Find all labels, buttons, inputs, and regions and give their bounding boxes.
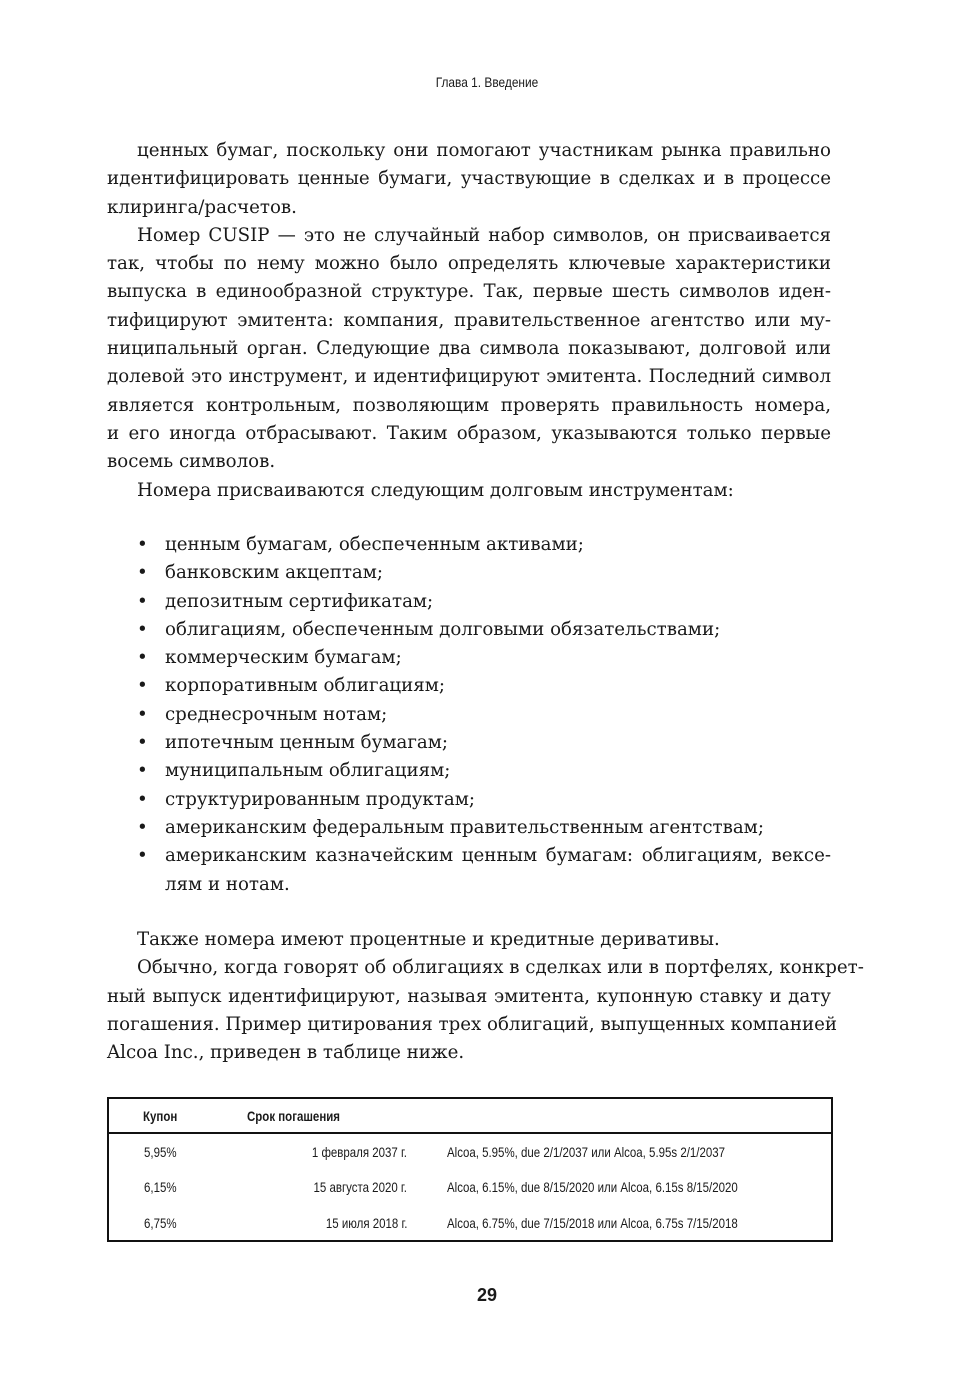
list-item-text: корпоративным облигациям;	[165, 675, 445, 697]
list-item-text: лям и нотам.	[165, 873, 290, 895]
maturity-cell: 1 февраля 2037 г.	[311, 1143, 407, 1160]
coupon-cell: 5,95%	[144, 1143, 177, 1160]
list-item	[107, 644, 831, 672]
bullet-icon: •	[137, 732, 148, 754]
table-row	[108, 1205, 832, 1241]
text-line: Alcoa Inc., приведен в таблице ниже.	[107, 1042, 465, 1064]
list-item	[107, 814, 831, 842]
list-item-text: коммерческим бумагам;	[165, 647, 402, 669]
list-item-text: американским казначейским ценным бумагам: облигациям, вексе-	[165, 845, 831, 867]
citation-cell: Alcoa, 6.75%, due 7/15/2018 или Alcoa, 6.75s 7/15/2018	[447, 1214, 738, 1231]
coupon-cell: 6,15%	[144, 1179, 177, 1195]
table-header-row	[108, 1098, 832, 1133]
list-item-text: депозитным сертификатам;	[165, 590, 434, 612]
citation-cell: Alcoa, 5.95%, due 2/1/2037 или Alcoa, 5.95s 2/1/2037	[447, 1143, 726, 1160]
bullet-icon: •	[137, 703, 148, 725]
text-line: Также номера имеют процентные и кредитные деривативы.	[137, 929, 720, 950]
text-line: восемь символов.	[107, 451, 276, 473]
bullet-icon: •	[137, 675, 148, 697]
bullet-list	[107, 531, 831, 899]
header-maturity: Срок погашения	[247, 1107, 341, 1124]
text-line: Номер CUSIP — это не случайный набор символов, он присваивается	[137, 224, 831, 246]
bullet-icon: •	[137, 760, 148, 782]
running-header: Глава 1. Введение	[435, 74, 539, 90]
bullet-icon: •	[137, 590, 148, 612]
list-item	[107, 616, 831, 644]
bullet-icon: •	[137, 816, 148, 838]
coupon-cell: 6,75%	[144, 1214, 177, 1231]
list-item	[107, 701, 831, 729]
maturity-cell: 15 августа 2020 г.	[313, 1179, 407, 1195]
list-item	[107, 786, 831, 814]
list-item-text: ипотечным ценным бумагам;	[165, 732, 448, 754]
list-item	[107, 672, 831, 700]
text-line: погашения. Пример цитирования трех облигаций, выпущенных компанией	[107, 1013, 838, 1035]
list-item	[107, 588, 831, 616]
text-line: и его иногда отбрасывают. Таким образом, указываются только первые	[107, 422, 831, 444]
text-line: ниципальный орган. Следующие два символа показывают, долговой или	[107, 338, 831, 360]
text-line: клиринга/расчетов.	[107, 196, 297, 218]
text-line: ценных бумаг, поскольку они помогают участникам рынка правильно	[137, 140, 831, 161]
text-line: является контрольным, позволяющим проверять правильность номера,	[107, 394, 831, 416]
bullet-icon: •	[137, 647, 148, 669]
text-line: идентифицировать ценные бумаги, участвующие в сделках и в процессе	[107, 168, 831, 190]
maturity-cell: 15 июля 2018 г.	[325, 1214, 407, 1231]
text-line: так, чтобы по нему можно было определять ключевые характеристики	[107, 253, 831, 275]
list-item-text: американским федеральным правительственным агентствам;	[165, 816, 764, 838]
list-item	[107, 842, 831, 899]
bullet-icon: •	[137, 788, 148, 810]
list-item	[107, 757, 831, 785]
text-line: Номера присваиваются следующим долговым инструментам:	[137, 479, 734, 501]
text-line: тифицируют эмитента: компания, правительственное агентство или му-	[107, 309, 831, 331]
header-coupon: Купон	[143, 1107, 178, 1124]
bullet-icon: •	[137, 534, 148, 555]
table-row	[108, 1169, 832, 1205]
list-item-text: банковским акцептам;	[165, 562, 384, 584]
text-line: долевой это инструмент, и идентифицируют эмитента. Последний символ	[107, 366, 831, 388]
bond-table	[107, 1097, 833, 1242]
text-line: Обычно, когда говорят об облигациях в сделках или в портфелях, конкрет-	[137, 957, 864, 979]
list-item	[107, 729, 831, 757]
bullet-icon: •	[137, 618, 148, 640]
bullet-icon: •	[137, 562, 148, 584]
list-item	[107, 559, 831, 587]
list-item-text: ценным бумагам, обеспеченным активами;	[165, 534, 584, 555]
table-row	[108, 1133, 832, 1169]
list-item-text: муниципальным облигациям;	[165, 760, 451, 782]
citation-cell: Alcoa, 6.15%, due 8/15/2020 или Alcoa, 6.15s 8/15/2020	[447, 1179, 738, 1195]
list-item-text: структурированным продуктам;	[165, 788, 475, 810]
text-block-bottom	[107, 926, 864, 1067]
text-line: выпуска в единообразной структуре. Так, первые шесть символов иден-	[107, 281, 831, 303]
text-line: ный выпуск идентифицируют, называя эмитента, купонную ставку и дату	[107, 985, 831, 1007]
list-item	[107, 531, 831, 559]
list-item-text: облигациям, обеспеченным долговыми обязательствами;	[165, 618, 721, 640]
text-block-top	[107, 137, 831, 505]
bullet-icon: •	[137, 845, 148, 867]
page-number: 29	[476, 1285, 498, 1305]
list-item-text: среднесрочным нотам;	[165, 703, 388, 725]
